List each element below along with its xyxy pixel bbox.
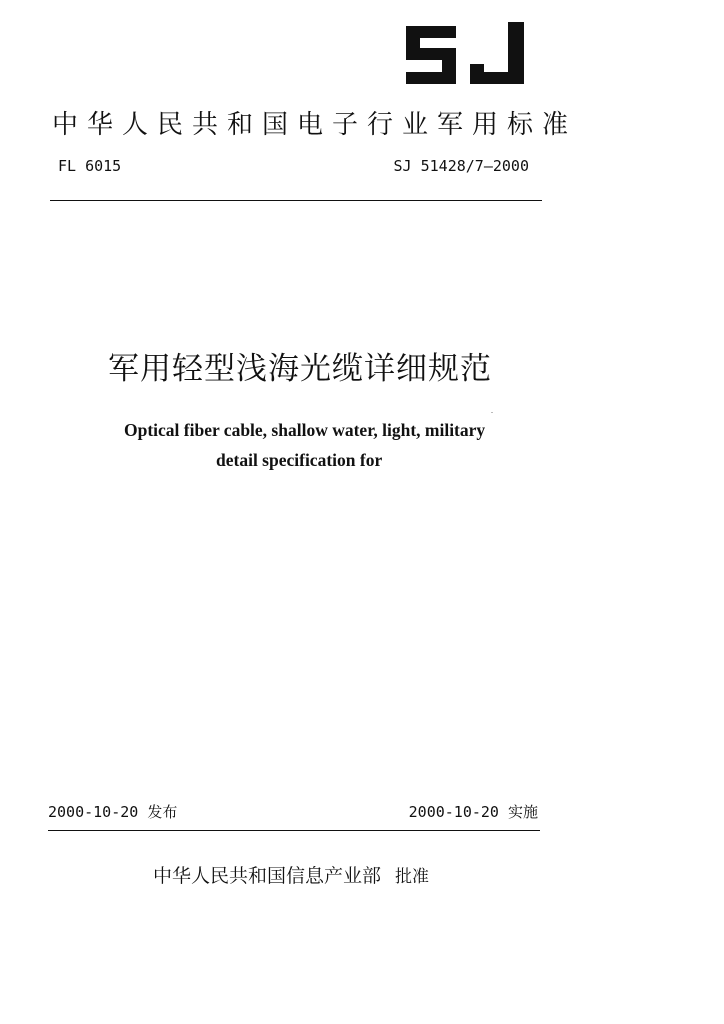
implementation-date: 2000-10-20 实施 — [408, 803, 538, 821]
scan-speck — [491, 412, 493, 413]
classification-code: FL 6015 — [58, 157, 122, 175]
footer-divider — [48, 830, 540, 831]
document-title-chinese: 军用轻型浅海光缆详细规范 — [108, 351, 492, 387]
approval-word: 批准 — [395, 867, 430, 887]
approval-line — [153, 861, 429, 888]
document-title-english-line1: Optical fiber cable, shallow water, light, military — [124, 420, 486, 440]
sj-logo-s — [406, 26, 456, 84]
header-divider — [50, 200, 542, 201]
issuing-organization: 中华人民共和国电子行业军用标准 — [52, 110, 578, 140]
sj-logo-j — [470, 22, 524, 84]
document-title-english-line2: detail specification for — [216, 450, 383, 470]
approving-authority: 中华人民共和国信息产业部 — [153, 865, 382, 887]
sj-logo — [400, 18, 530, 90]
standard-number: SJ 51428/7—2000 — [393, 157, 529, 175]
issue-date: 2000-10-20 发布 — [48, 803, 178, 821]
